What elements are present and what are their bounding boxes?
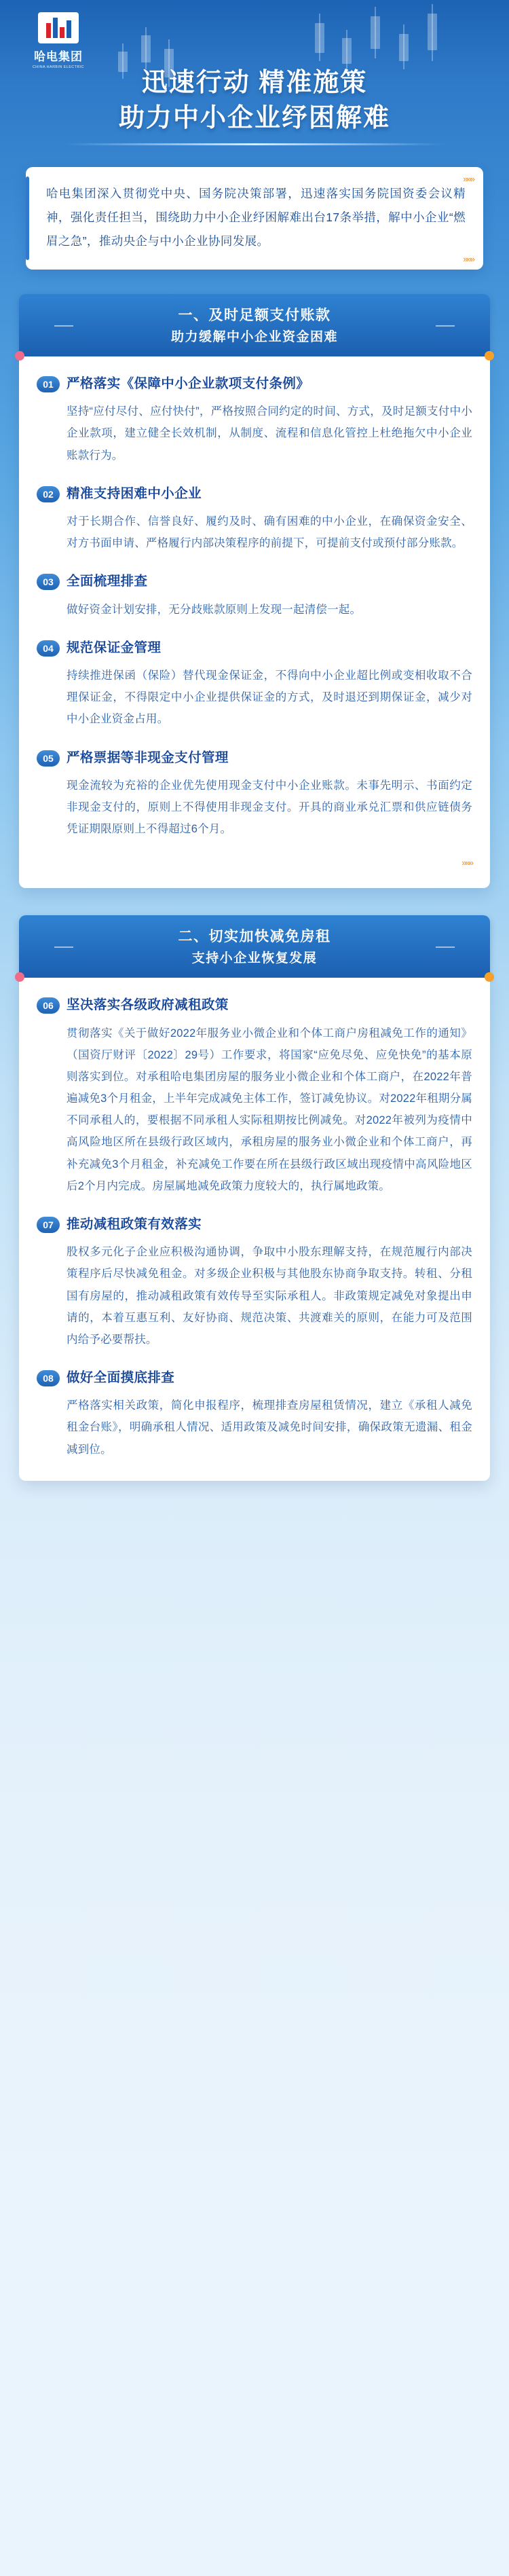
page-title [0, 65, 509, 145]
item-number: 04 [37, 640, 60, 657]
item-body: 坚持“应付尽付、应付快付”，严格按照合同约定的时间、方式，及时足额支付中小企业款项，建立健全长效机制，从制度、流程和信息化管控上杜绝拖欠中小企业账款行为。 [67, 405, 472, 462]
item-number: 05 [37, 750, 60, 767]
section-1 [19, 294, 490, 888]
logo-subtitle: CHINA HARBIN ELECTRIC [32, 65, 85, 69]
logo-name: 哈电集团 [34, 50, 83, 63]
section-2 [19, 915, 490, 1480]
intro-text: 哈电集团深入贯彻党中央、国务院决策部署，迅速落实国务院国资委会议精神，强化责任担当，围绕助力中小企业纾困解难出台17条举措，解中小企业“燃眉之急”，推动央企与中小企业协同发展。 [46, 187, 466, 248]
list-item [37, 374, 472, 466]
item-number: 08 [37, 1370, 60, 1386]
list-item [37, 748, 472, 841]
item-title: 坚决落实各级政府减租政策 [67, 997, 229, 1013]
item-title: 做好全面摸底排查 [67, 1370, 175, 1386]
list-item [37, 638, 472, 731]
item-number: 02 [37, 486, 60, 502]
item-body: 贯彻落实《关于做好2022年服务业小微企业和个体工商户房租减免工作的通知》（国资厅财评〔2022〕29号）工作要求，将国家“应免尽免、应免快免”的基本原则落实到位。对承租哈电集团房屋的服务业小微企业和个体工商户，在2022年普遍减免3个月租金，上半年完成减免主体工作，签订减免协议。对2022年租期分属不同承租人的，要根据不同承租人实际租期按比例减免。对2022年被列为疫情中高风险地区所在县级行政区域内，承租房屋的服务业小微企业和个体工商户，再补充减免3个月租金，补充减免工作要在所在县级行政区域出现疫情中高风险地区后2个月内完成。房屋属地减免政策力度较大的，执行属地政策。 [67, 1027, 472, 1192]
section-1-title-line-2: 助力缓解中小企业资金困难 [170, 329, 338, 344]
item-title: 推动减租政策有效落实 [67, 1216, 202, 1232]
dot-decoration [485, 351, 494, 361]
dot-decoration [15, 972, 24, 982]
dot-decoration [485, 972, 494, 982]
title-divider [64, 143, 445, 145]
section-1-body [19, 356, 490, 888]
section-2-title-line-2: 支持小企业恢复发展 [191, 951, 318, 965]
title-line-1: 迅速行动 精准施策 [141, 69, 368, 97]
item-body: 严格落实相关政策，简化申报程序，梳理排查房屋租赁情况，建立《承租人减免租金台账》，明确承租人情况、适用政策及减免时间安排，确保政策无遗漏、租金减到位。 [67, 1399, 472, 1456]
item-body: 现金流较为充裕的企业优先使用现金支付中小企业账款。未事先明示、书面约定非现金支付的，原则上不得使用非现金支付。开具的商业承兑汇票和供应链债务凭证期限原则上不得超过6个月。 [67, 779, 472, 836]
list-item [37, 484, 472, 555]
list-item [37, 995, 472, 1197]
list-item [37, 1368, 472, 1460]
logo [22, 12, 95, 69]
section-2-header [19, 915, 490, 978]
section-1-header [19, 294, 490, 356]
item-number: 06 [37, 997, 60, 1014]
arrow-decoration-icon: »»» [461, 858, 472, 868]
title-line-2: 助力中小企业纾困解难 [118, 104, 390, 133]
section-1-title-line-1: 一、及时足额支付账款 [178, 308, 331, 323]
item-title: 规范保证金管理 [67, 640, 162, 655]
item-body: 做好资金计划安排，无分歧账款原则上发现一起清偿一起。 [67, 603, 362, 616]
item-number: 03 [37, 574, 60, 590]
item-number: 07 [37, 1217, 60, 1233]
item-body: 持续推进保函（保险）替代现金保证金，不得向中小企业超比例或变相收取不合理保证金，不得限定中小企业提供保证金的方式，及时退还到期保证金，减少对中小企业资金占用。 [67, 669, 472, 726]
item-body: 股权多元化子企业应积极沟通协调，争取中小股东理解支持，在规范履行内部决策程序后尽快减免租金。对多级企业积极与其他股东协商争取支持。转租、分租国有房屋的，推动减租政策有效传导至实际承租人。非政策规定减免对象提出申请的，本着互惠互利、友好协商、规范决策、共渡难关的原则，在能力可及范围内给予必要帮扶。 [67, 1246, 472, 1346]
section-2-body [19, 978, 490, 1481]
item-title: 全面梳理排查 [67, 574, 148, 589]
harbin-electric-logo-icon [38, 12, 79, 43]
section-2-title-line-1: 二、切实加快减免房租 [178, 929, 331, 945]
item-title: 严格落实《保障中小企业款项支付条例》 [67, 375, 310, 391]
list-item [37, 1215, 472, 1350]
arrow-decoration-icon: »»» [463, 174, 474, 184]
item-title: 严格票据等非现金支付管理 [67, 750, 229, 765]
arrow-decoration-icon: »»» [463, 254, 474, 264]
intro-card [26, 167, 483, 270]
list-item [37, 572, 472, 620]
item-title: 精准支持困难中小企业 [67, 485, 202, 501]
item-number: 01 [37, 376, 60, 392]
dot-decoration [15, 351, 24, 361]
item-body: 对于长期合作、信誉良好、履约及时、确有困难的中小企业，在确保资金安全、对方书面申请、严格履行内部决策程序的前提下，可提前支付或预付部分账款。 [67, 515, 472, 550]
